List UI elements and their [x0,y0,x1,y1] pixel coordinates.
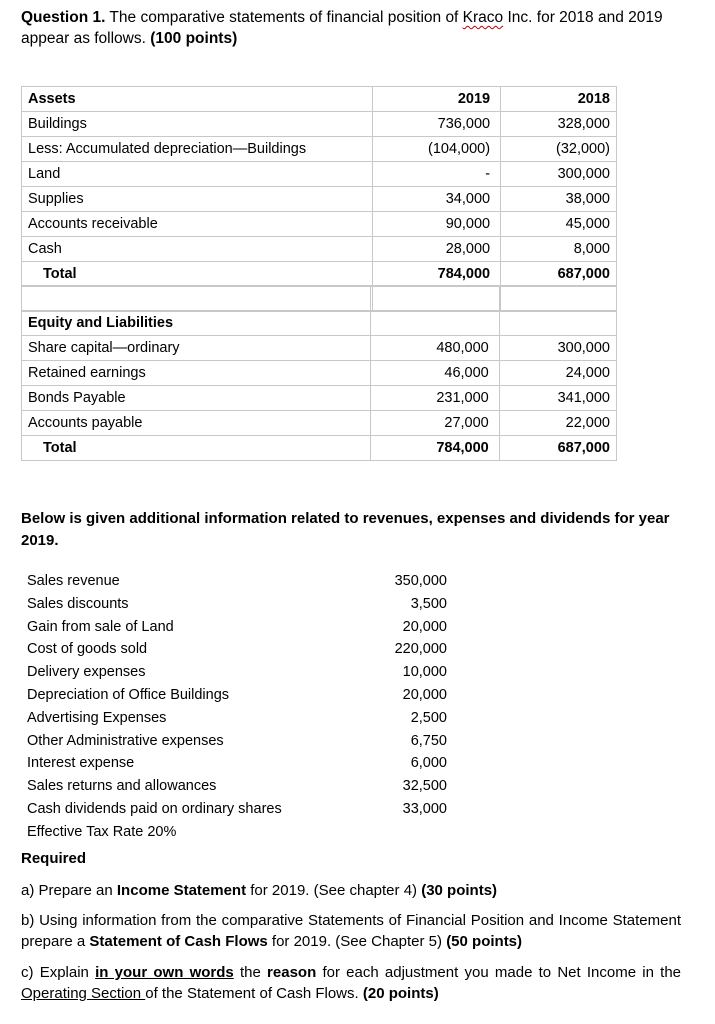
req-c-pre: c) Explain [21,964,96,981]
row-2018: 300,000 [499,336,616,361]
additional-info-list [27,570,447,844]
item-label: Sales discounts [27,595,129,612]
total-2018: 687,000 [501,262,617,287]
assets-header-label: Assets [22,87,373,112]
requirement-b [21,910,681,952]
list-item [27,570,447,593]
item-value: 20,000 [402,618,447,635]
requirement-c [21,962,681,1004]
req-c-underline: Operating Section [21,985,146,1002]
item-label: Gain from sale of Land [27,618,174,635]
total-2019: 784,000 [373,262,501,287]
table-row [22,411,617,436]
row-label: Supplies [22,187,373,212]
req-c-mid2: for each adjustment you made to Net Income in the [316,964,682,981]
row-2019: 34,000 [373,187,501,212]
table-row [22,212,617,237]
question-points: (100 points) [150,30,238,47]
question-label: Question 1. [21,9,106,26]
assets-header-row [22,87,617,112]
table-row [22,187,617,212]
list-item [27,707,447,730]
item-value: 32,500 [402,778,447,795]
empty-row [22,286,617,311]
item-value: 33,000 [402,800,447,817]
list-item [27,730,447,753]
table-row [22,162,617,187]
req-c-underline-bold: in your own words [95,964,234,981]
list-item [27,798,447,821]
table-row [22,237,617,262]
item-label: Other Administrative expenses [27,732,224,749]
required-heading: Required [21,850,87,867]
table-row [22,386,617,411]
row-2018: 24,000 [499,361,616,386]
list-item [27,593,447,616]
row-2018: 328,000 [501,112,617,137]
item-value: 3,500 [410,595,447,612]
row-2019: 736,000 [373,112,501,137]
row-2019: 27,000 [370,411,499,436]
req-c-mid1: the [233,964,268,981]
req-a-points: (30 points) [421,882,498,899]
item-value: 2,500 [410,709,447,726]
equity-total-row [22,436,617,461]
total-label: Total [22,262,373,287]
req-b-post: for 2019. (See Chapter 5) [267,933,447,950]
row-2018: 341,000 [499,386,616,411]
item-label: Interest expense [27,755,135,772]
row-label: Buildings [22,112,373,137]
header-2019: 2019 [373,87,501,112]
equity-liabilities-table [21,285,617,461]
req-a-pre: a) Prepare an [21,882,117,899]
row-label: Cash [22,237,373,262]
question-title [21,7,701,49]
requirement-a [21,880,681,901]
assets-total-row [22,262,617,287]
row-2018: (32,000) [501,137,617,162]
item-label: Sales revenue [27,573,120,589]
req-b-points: (50 points) [446,933,523,950]
equity-header-label: Equity and Liabilities [22,311,371,336]
req-a-bold: Income Statement [116,882,247,899]
row-label: Land [22,162,373,187]
table-row [22,112,617,137]
row-2019: 46,000 [370,361,499,386]
row-2018: 45,000 [501,212,617,237]
question-text-after: Inc. for 2018 and 2019 appear as follows. [21,9,663,47]
table-row [22,137,617,162]
item-label: Cost of goods sold [27,641,148,658]
row-2018: 38,000 [501,187,617,212]
req-b-bold: Statement of Cash Flows [89,933,268,950]
item-value: 20,000 [402,686,447,703]
row-label: Accounts payable [22,411,371,436]
list-item [27,616,447,639]
header-2018: 2018 [501,87,617,112]
row-2019: 480,000 [370,336,499,361]
list-item [27,821,447,844]
req-c-bold: reason [267,964,317,981]
list-item [27,684,447,707]
row-label: Share capital—ordinary [22,336,371,361]
item-label: Delivery expenses [27,664,146,681]
assets-table [21,86,617,312]
row-label: Retained earnings [22,361,371,386]
item-value: 10,000 [402,664,447,681]
row-2018: 8,000 [501,237,617,262]
req-c-points: (20 points) [362,985,439,1002]
item-value: 350,000 [394,573,447,589]
item-value: 220,000 [394,641,447,658]
row-2019: 28,000 [373,237,501,262]
total-label: Total [22,436,371,461]
req-c-post: of the Statement of Cash Flows. [145,985,363,1002]
total-2019: 784,000 [370,436,499,461]
item-value: 6,000 [410,755,447,772]
row-label: Bonds Payable [22,386,371,411]
table-row [22,336,617,361]
row-2018: 22,000 [499,411,616,436]
row-2019: - [373,162,501,187]
additional-info-heading: Below is given additional information related to revenues, expenses and dividends for year 2019. [21,510,670,549]
list-item [27,638,447,661]
total-2018: 687,000 [499,436,616,461]
list-item [27,661,447,684]
row-2019: 231,000 [370,386,499,411]
row-2019: 90,000 [373,212,501,237]
req-a-post: for 2019. (See chapter 4) [246,882,422,899]
company-name: Kraco [462,9,504,26]
req-b-pre: b) Using information from the comparative Statements of Financial Position and Income Statement prepare a [21,912,681,950]
item-label: Sales returns and allowances [27,778,217,795]
item-label: Effective Tax Rate 20% [27,823,177,840]
question-text-before: The comparative statements of financial position of [105,9,463,26]
row-label: Less: Accumulated depreciation—Buildings [22,137,373,162]
item-value: 6,750 [410,732,447,749]
equity-header-row [22,311,617,336]
item-label: Advertising Expenses [27,709,167,726]
table-row [22,361,617,386]
row-label: Accounts receivable [22,212,373,237]
row-2018: 300,000 [501,162,617,187]
list-item [27,775,447,798]
row-2019: (104,000) [373,137,501,162]
item-label: Depreciation of Office Buildings [27,686,230,703]
item-label: Cash dividends paid on ordinary shares [27,800,282,817]
list-item [27,752,447,775]
